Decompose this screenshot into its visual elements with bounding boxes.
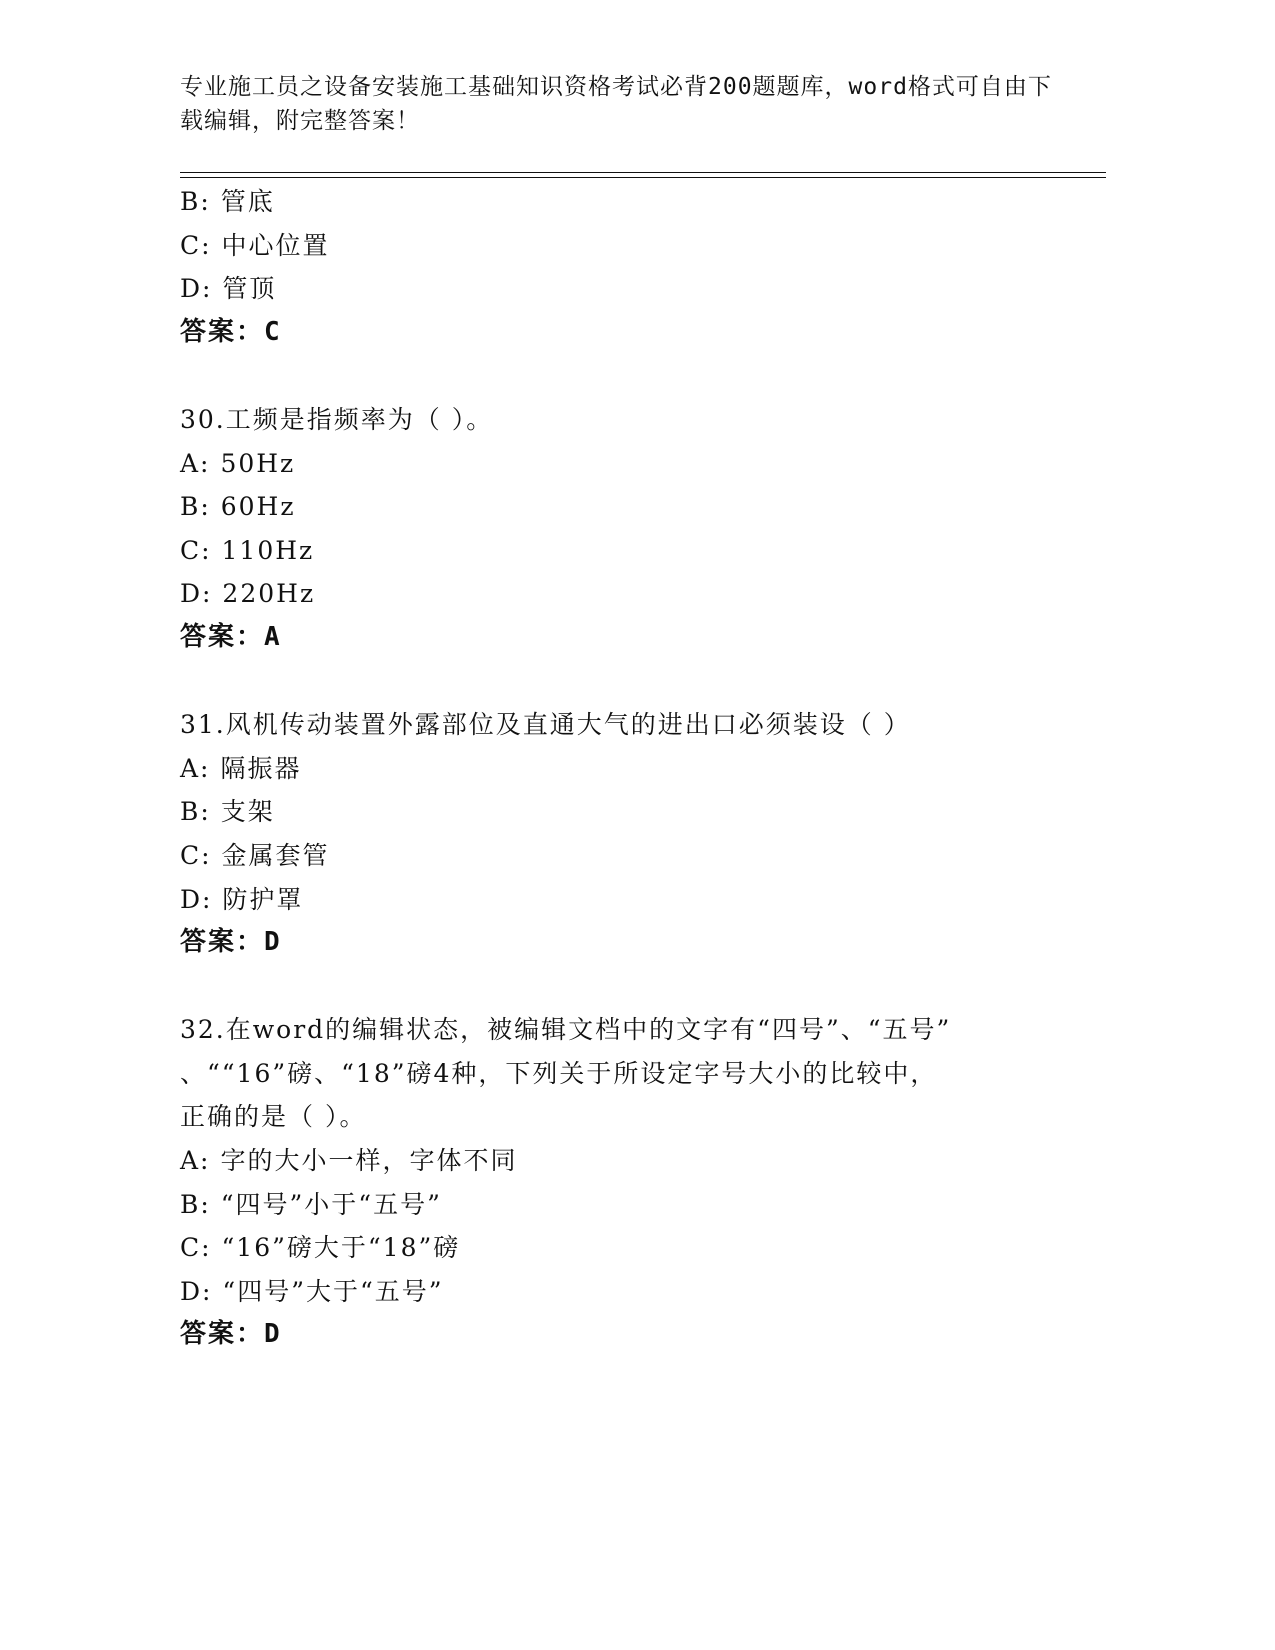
option-text: 管底: [220, 187, 275, 216]
option-text: 110Hz: [221, 535, 315, 565]
answer-line: 答案：D: [180, 927, 282, 958]
option-text: 防护罩: [222, 884, 304, 914]
document-body: [180, 180, 1080, 1357]
question-stem: 30.工频是指频率为（ ）。: [180, 404, 494, 434]
option-c: [180, 224, 1080, 268]
option-text: 隔振器: [220, 753, 302, 783]
option-label: B:: [180, 797, 211, 827]
option-text: “16”磅大于“18”磅: [221, 1233, 461, 1263]
option-text: 支架: [220, 797, 275, 827]
option-a: [180, 747, 1080, 791]
option-text: 60Hz: [220, 492, 296, 522]
question-32: [180, 1008, 1080, 1357]
option-c: [180, 1226, 1080, 1270]
option-d: [180, 267, 1080, 311]
option-label: B:: [180, 492, 211, 522]
option-a: [180, 1139, 1080, 1183]
option-text: “四号”小于“五号”: [220, 1189, 442, 1219]
option-text: 50Hz: [220, 448, 296, 478]
option-label: C:: [180, 840, 212, 870]
option-label: C:: [180, 230, 212, 260]
answer-line: 答案：C: [180, 316, 282, 347]
answer-line: 答案：A: [180, 621, 282, 652]
option-label: D:: [180, 579, 213, 609]
option-text: 管顶: [222, 274, 277, 304]
answer-line: 答案：D: [180, 1319, 282, 1350]
option-text: 字的大小一样，字体不同: [220, 1146, 518, 1176]
option-label: A:: [180, 1146, 211, 1176]
option-label: D:: [180, 884, 213, 914]
option-c: [180, 529, 1080, 573]
option-label: B:: [180, 187, 211, 216]
option-label: C:: [180, 535, 212, 565]
option-label: A:: [180, 448, 211, 478]
option-text: 中心位置: [221, 230, 330, 260]
option-label: D:: [180, 1276, 213, 1306]
option-label: B:: [180, 1189, 211, 1219]
option-b: [180, 485, 1080, 529]
question-stem: 、““16”磅、“18”磅4种，下列关于所设定字号大小的比较中，: [180, 1058, 938, 1088]
option-b: [180, 790, 1080, 834]
header-double-rule: [180, 172, 1106, 178]
option-c: [180, 834, 1080, 878]
option-text: 金属套管: [221, 840, 330, 870]
question-31: [180, 703, 1080, 965]
question-stem: 32.在word的编辑状态，被编辑文档中的文字有“四号”、“五号”: [180, 1015, 952, 1045]
option-d: [180, 1270, 1080, 1314]
option-a: [180, 442, 1080, 486]
option-label: D:: [180, 274, 213, 304]
option-label: A:: [180, 753, 211, 783]
option-text: “四号”大于“五号”: [222, 1276, 444, 1306]
question-30: [180, 398, 1080, 660]
option-b: [180, 180, 1080, 224]
option-d: [180, 878, 1080, 922]
document-header: 专业施工员之设备安装施工基础知识资格考试必背200题题库，word格式可自由下载编辑，附完整答案！: [180, 74, 1052, 134]
prev-question-block: [180, 180, 1080, 354]
option-d: [180, 572, 1080, 616]
option-b: [180, 1183, 1080, 1227]
question-stem: 正确的是（ ）。: [180, 1102, 367, 1132]
question-stem: 31.风机传动装置外露部位及直通大气的进出口必须装设（ ）: [180, 710, 911, 740]
option-text: 220Hz: [222, 579, 316, 609]
option-label: C:: [180, 1233, 212, 1263]
